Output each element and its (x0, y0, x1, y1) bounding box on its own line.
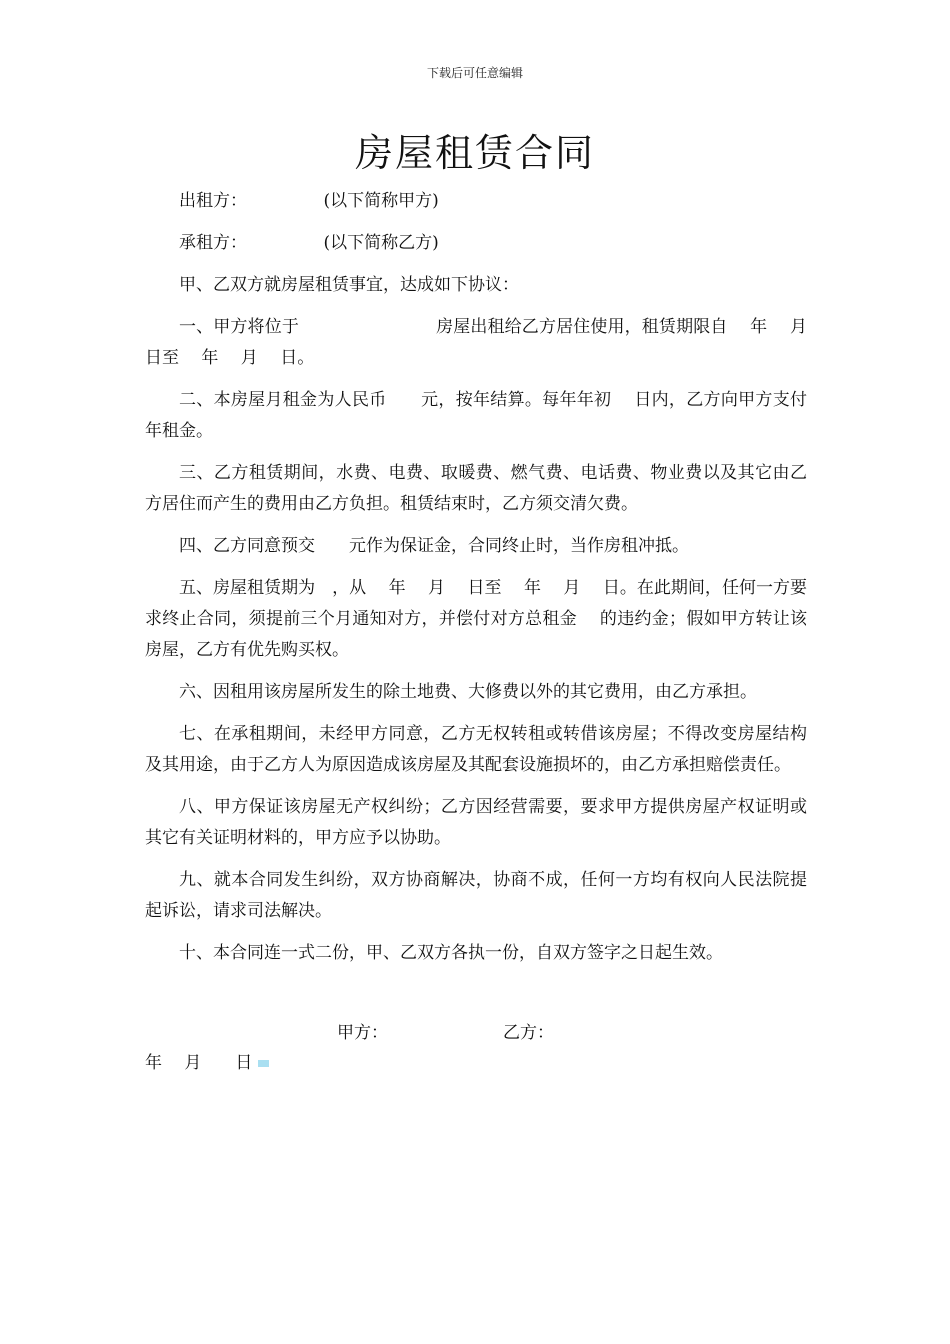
clause-5: 五、房屋租赁期为 ，从 年 月 日至 年 月 日。在此期间，任何一方要求终止合同，须提前三个月通知对方，并偿付对方总租金 的违约金；假如甲方转让该房屋，乙方有优先购买权。 (145, 578, 807, 660)
cursor-marker (258, 1060, 269, 1067)
clause-10: 十、本合同连一式二份，甲、乙双方各执一份，自双方签字之日起生效。 (179, 943, 723, 963)
header-note: 下载后可任意编辑 (426, 66, 523, 80)
clause-1: 一、甲方将位于 房屋出租给乙方居住使用，租赁期限自 年 月 日至 年 月 日。 (145, 317, 830, 368)
clause-9: 九、就本合同发生纠纷，双方协商解决，协商不成，任何一方均有权向人民法院提起诉讼，请求司法解决。 (145, 870, 807, 921)
document-title: 房屋租赁合同 (354, 131, 595, 175)
clause-6: 六、因租用该房屋所发生的除土地费、大修费以外的其它费用，由乙方承担。 (179, 682, 757, 702)
clause-8: 八、甲方保证该房屋无产权纠纷；乙方因经营需要，要求甲方提供房屋产权证明或其它有关证明材料的，甲方应予以协助。 (145, 797, 807, 848)
contract-body (145, 186, 830, 969)
lessor-line: 出租方： (以下简称甲方) (179, 191, 439, 211)
party-a-signature-label: 甲方： (337, 1023, 388, 1043)
clause-3: 三、乙方租赁期间，水费、电费、取暖费、燃气费、电话费、物业费以及其它由乙方居住而产生的费用由乙方负担。租赁结束时，乙方须交清欠费。 (145, 463, 807, 514)
date-line: 年 月 日 (145, 1053, 253, 1073)
clause-2: 二、本房屋月租金为人民币 元，按年结算。每年年初 日内，乙方向甲方支付年租金。 (145, 390, 807, 441)
party-b-signature-label: 乙方： (503, 1023, 554, 1043)
clause-4: 四、乙方同意预交 元作为保证金，合同终止时，当作房租冲抵。 (179, 536, 689, 556)
date-row (145, 1048, 269, 1073)
lessee-line: 承租方： (以下简称乙方) (179, 233, 439, 253)
intro-paragraph: 甲、乙双方就房屋租赁事宜，达成如下协议： (179, 275, 519, 295)
clause-7: 七、在承租期间，未经甲方同意，乙方无权转租或转借该房屋；不得改变房屋结构及其用途，由于乙方人为原因造成该房屋及其配套设施损坏的，由乙方承担赔偿责任。 (145, 724, 807, 775)
